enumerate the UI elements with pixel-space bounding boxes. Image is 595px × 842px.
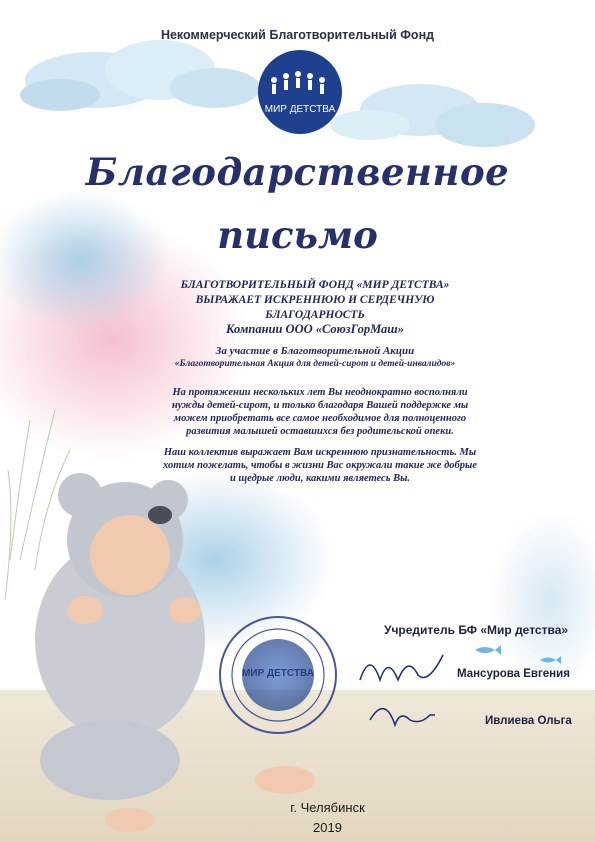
heading-line-3: БЛАГОДАРНОСТЬ [265, 309, 365, 321]
stamp-center-text: МИР ДЕТСТВА [242, 668, 314, 679]
signatory-name-2: Ивлиева Ольга [485, 715, 572, 727]
heading-line-1: БЛАГОТВОРИТЕЛЬНЫЙ ФОНД «МИР ДЕТСТВА» [180, 279, 450, 291]
participation-line-1: За участие в Благотворительной Акции [215, 345, 415, 357]
year: 2019 [313, 820, 342, 835]
title-line-1: Благодарственное [85, 150, 510, 194]
company-name: Компании ООО «СоюзГорМаш» [226, 322, 404, 336]
paragraph-2: Наш коллектив выражает Вам искреннюю признательность. Мы хотим пожелать, чтобы в жизни Вас окружали такие же добрые и щедрые люди, какими являетесь Вы. [163, 447, 477, 484]
title-line-2: письмо [217, 213, 378, 257]
city: г. Челябинск [290, 800, 365, 815]
founder-title: Учредитель БФ «Мир детства» [384, 623, 569, 637]
clouds-left [20, 40, 260, 111]
participation-note [150, 345, 480, 371]
paragraph-1: На протяжении нескольких лет Вы неоднократно восполняли нужды детей-сирот, и только благодаря Вашей поддержке мы можем приобретать все самое необходимое для полноценного развития малышей оставшихся без родительской опеки. [171, 387, 469, 437]
logo-emblem [258, 50, 342, 134]
clouds-right [330, 84, 535, 147]
participation-line-2: «Благотворительная Акция для детей-сирот и детей-инвалидов» [174, 359, 456, 369]
signature-1 [360, 655, 443, 680]
letter-heading [150, 278, 480, 323]
organization-name: Некоммерческий Благотворительный Фонд [160, 28, 435, 42]
logo-text: МИР ДЕТСТВА [264, 104, 336, 115]
signatory-name-1: Мансурова Евгения [457, 668, 570, 680]
heading-line-2: ВЫРАЖАЕТ ИСКРЕННЮЮ И СЕРДЕЧНУЮ [195, 294, 435, 306]
